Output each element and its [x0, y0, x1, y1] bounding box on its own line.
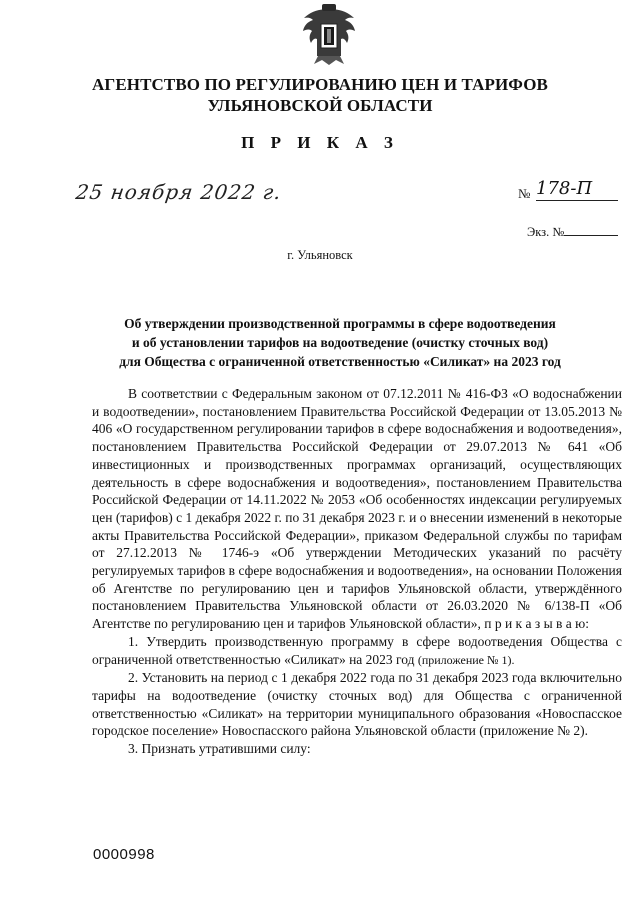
copy-number [527, 223, 618, 240]
city-line: г. Ульяновск [287, 248, 353, 262]
preamble-paragraph: В соответствии с Федеральным законом от 07.12.2011 № 416-ФЗ «О водоснабжении и водоотведении», постановлением Правительства Российской Федерации от 13.05.2013 № 406 «О государственном регулировании тарифов в сфере водоснабжения и водоотведения», постановлением Правительства Российской Федерации от 29.07.2013 № 641 «Об инвестиционных и производственных программах организаций, осуществляющих деятельность в сфере водоснабжения и водоотведения», постановлением Правительства Российской Федерации от 14.11.2022 № 2053 «Об особенностях индексации регулируемых цен (тарифов) с 1 декабря 2022 г. по 31 декабря 2023 г. и о внесении изменений в некоторые акты Правительства Российской Федерации», приказом Федеральной службы по тарифам от 27.12.2013 № 1746-э «Об утверждении Методических указаний по расчёту регулируемых тарифов в сфере водоснабжения и водоотведения», на основании Положения об Агентстве по регулированию цен и тарифов Ульяновской области, утверждённого постановлением Правительства Ульяновской области от 26.03.2020 № 6/138-П «Об Агентстве по регулированию цен и тарифов Ульяновской области», п р и к а з ы в а ю: [92, 386, 622, 632]
document-type-title: П Р И К А З [241, 133, 399, 152]
agency-name-line2: УЛЬЯНОВСКОЙ ОБЛАСТИ [207, 96, 433, 115]
order-number-label: № [518, 186, 531, 201]
subject-line3: для Общества с ограниченной ответственностью «Силикат» на 2023 год [119, 354, 561, 369]
subject-line2: и об установлении тарифов на водоотведение (очистку сточных вод) [131, 335, 549, 350]
serial-number: 0000998 [93, 846, 155, 863]
copy-number-blank [564, 223, 618, 236]
handwritten-date: 25 ноября 2022 г. [74, 180, 284, 204]
coat-of-arms-icon [300, 4, 358, 66]
order-number-value: 178-П [536, 178, 618, 201]
order-body [92, 385, 622, 758]
order-subject [60, 314, 620, 371]
agency-name [0, 74, 640, 116]
subject-line1: Об утверждении производственной программы в сфере водоотведения [124, 316, 556, 331]
copy-number-label: Экз. № [527, 225, 565, 239]
item-3-paragraph: 3. Признать утратившими силу: [128, 741, 311, 757]
agency-name-line1: АГЕНТСТВО ПО РЕГУЛИРОВАНИЮ ЦЕН И ТАРИФОВ [92, 75, 548, 94]
item-1-text: 1. Утвердить производственную программу в сфере водоотведения Общества с ограниченной ответственностью «Силикат» на 2023 год [92, 633, 622, 667]
item-1-appendix-note: (приложение № 1). [417, 652, 515, 667]
item-2-paragraph: 2. Установить на период с 1 декабря 2022 года по 31 декабря 2023 года включительно тарифы на водоотведение (очистку сточных вод) для Общества с ограниченной ответственностью «Силикат» на территории муниципального образования «Новоспасское городское поселение» Новоспасского района Ульяновской области (приложение № 2). [92, 670, 622, 739]
item-1-paragraph [92, 633, 622, 669]
